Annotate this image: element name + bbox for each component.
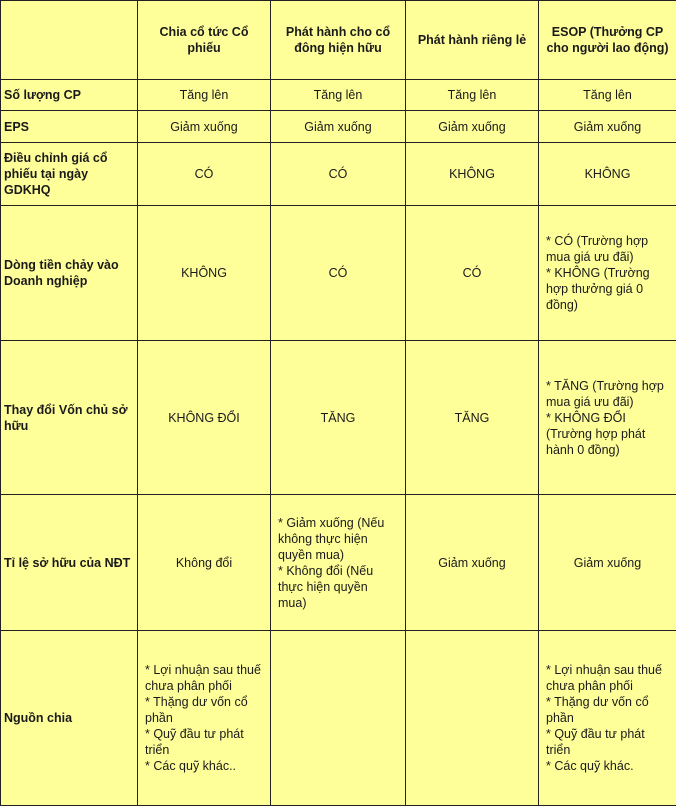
table-cell: TĂNG [271, 341, 406, 495]
table-row [1, 111, 676, 143]
table-cell: CÓ [271, 206, 406, 341]
table-cell: Tăng lên [271, 80, 406, 111]
header-private-placement: Phát hành riêng lẻ [406, 1, 539, 80]
table-cell: Giảm xuống [539, 111, 676, 143]
row-label-ownership-ratio: Tỉ lệ sở hữu của NĐT [1, 495, 138, 631]
header-row [1, 1, 676, 80]
table-row [1, 80, 676, 111]
row-label-eps: EPS [1, 111, 138, 143]
list-item: * Các quỹ khác.. [145, 758, 264, 774]
table-cell: Giảm xuống [271, 111, 406, 143]
table-row [1, 206, 676, 341]
table-cell: Giảm xuống [406, 495, 539, 631]
table-cell [138, 631, 271, 806]
table-row [1, 495, 676, 631]
table-cell: Giảm xuống [539, 495, 676, 631]
table-cell: Tăng lên [138, 80, 271, 111]
list-item: * Quỹ đầu tư phát triển [145, 726, 264, 758]
row-label-share-count: Số lượng CP [1, 80, 138, 111]
table-cell: Không đổi [138, 495, 271, 631]
list-item: * TĂNG (Trường hợp mua giá ưu đãi) [546, 378, 670, 410]
list-item: * Lợi nhuận sau thuế chưa phân phối [546, 662, 670, 694]
table-cell: KHÔNG ĐỔI [138, 341, 271, 495]
header-rights-issue: Phát hành cho cổ đông hiện hữu [271, 1, 406, 80]
row-label-source: Nguồn chia [1, 631, 138, 806]
table-cell: CÓ [406, 206, 539, 341]
list-item: * Không đổi (Nếu thực hiện quyền mua) [278, 563, 399, 611]
table-cell: KHÔNG [406, 143, 539, 206]
row-label-price-adjustment: Điều chỉnh giá cổ phiếu tại ngày GDKHQ [1, 143, 138, 206]
table-row [1, 631, 676, 806]
table-cell: TĂNG [406, 341, 539, 495]
list-item: * Giảm xuống (Nếu không thực hiện quyền mua) [278, 515, 399, 563]
list-item: * Quỹ đầu tư phát triển [546, 726, 670, 758]
list-item: * Thặng dư vốn cổ phần [145, 694, 264, 726]
table-cell [271, 495, 406, 631]
list-item: * KHÔNG (Trường hợp thưởng giá 0 đồng) [546, 265, 670, 313]
table-cell [539, 206, 676, 341]
header-stock-dividend: Chia cổ tức Cổ phiếu [138, 1, 271, 80]
table-cell: Tăng lên [539, 80, 676, 111]
table-row [1, 341, 676, 495]
table-cell: Giảm xuống [406, 111, 539, 143]
row-label-cash-inflow: Dòng tiền chảy vào Doanh nghiệp [1, 206, 138, 341]
table-cell [539, 341, 676, 495]
header-esop: ESOP (Thưởng CP cho người lao động) [539, 1, 676, 80]
header-corner [1, 1, 138, 80]
table-cell: Giảm xuống [138, 111, 271, 143]
table-cell [539, 631, 676, 806]
list-item: * CÓ (Trường hợp mua giá ưu đãi) [546, 233, 670, 265]
table-cell [406, 631, 539, 806]
list-item: * Thặng dư vốn cổ phần [546, 694, 670, 726]
table-row [1, 143, 676, 206]
table-cell: Tăng lên [406, 80, 539, 111]
table-cell: KHÔNG [138, 206, 271, 341]
table-cell: CÓ [271, 143, 406, 206]
table-cell: CÓ [138, 143, 271, 206]
list-item: * Các quỹ khác. [546, 758, 670, 774]
table-cell [271, 631, 406, 806]
list-item: * Lợi nhuận sau thuế chưa phân phối [145, 662, 264, 694]
list-item: * KHÔNG ĐỔI (Trường hợp phát hành 0 đồng) [546, 410, 670, 458]
row-label-equity-change: Thay đổi Vốn chủ sở hữu [1, 341, 138, 495]
table-cell: KHÔNG [539, 143, 676, 206]
